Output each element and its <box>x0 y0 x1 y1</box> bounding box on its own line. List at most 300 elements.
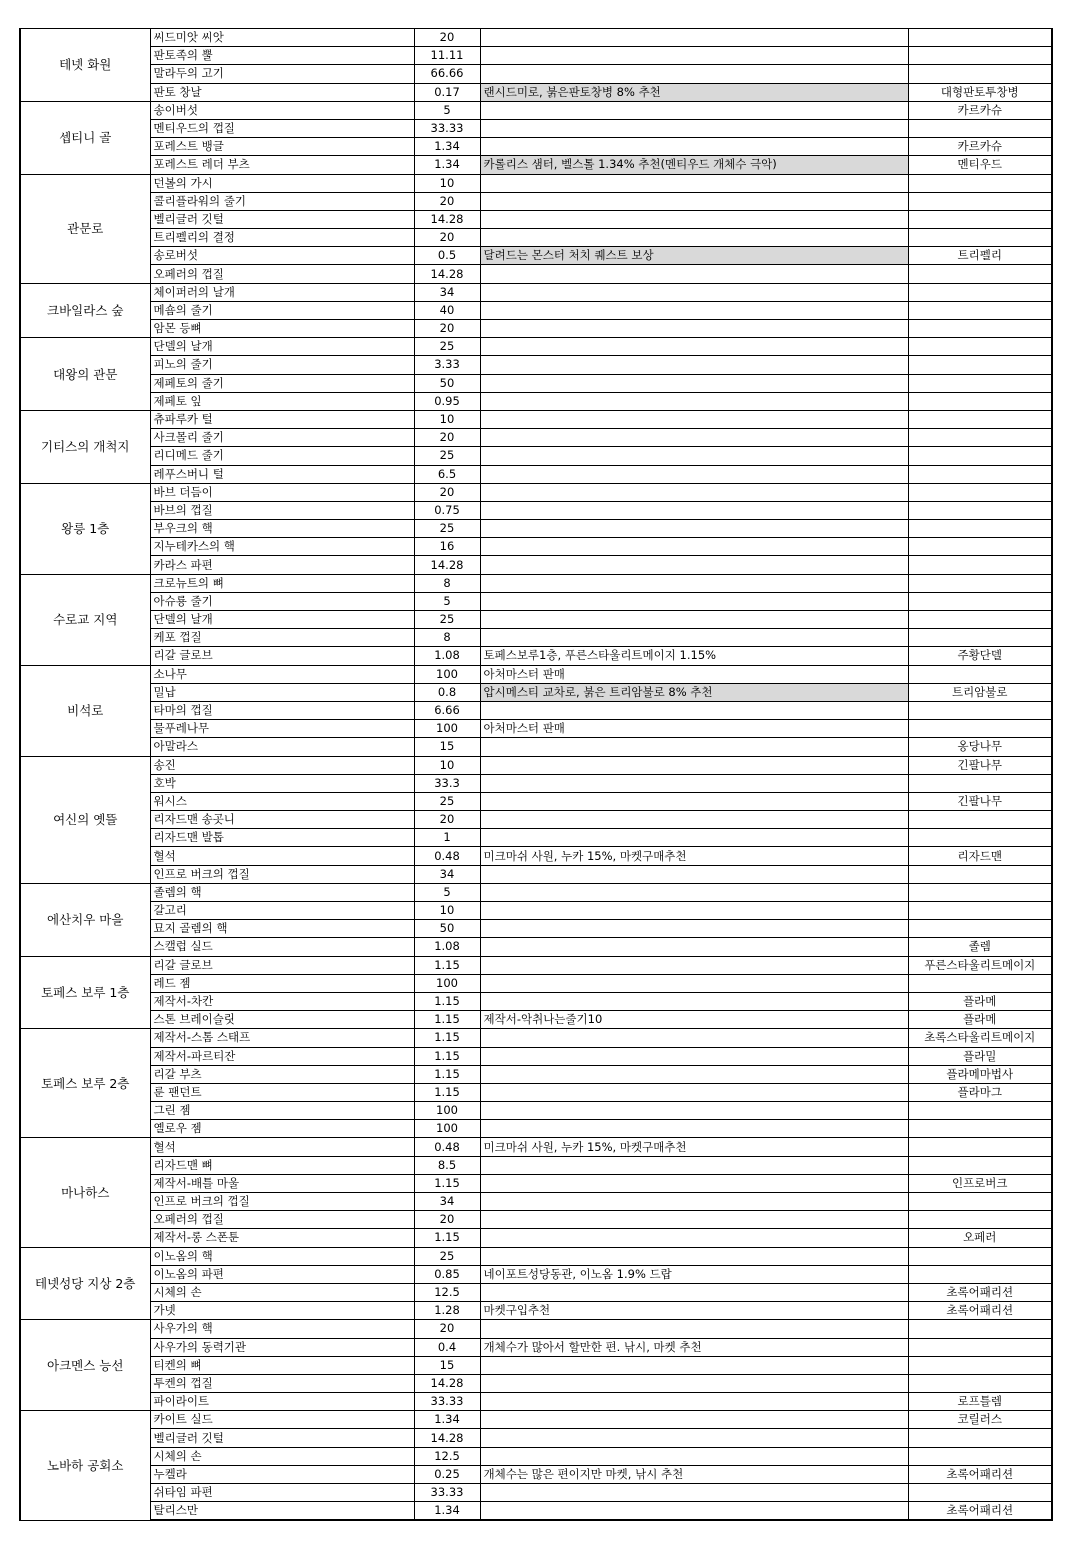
item-name-cell: 크로뉴트의 뼈 <box>150 574 414 592</box>
item-name-cell: 제작서-차칸 <box>150 992 414 1010</box>
monster-cell: 플라밀 <box>908 1047 1052 1065</box>
note-cell <box>480 265 908 283</box>
note-cell <box>480 1029 908 1047</box>
item-name-cell: 벨리글러 깃털 <box>150 210 414 228</box>
monster-cell <box>908 538 1052 556</box>
drop-rate-cell: 0.5 <box>414 247 480 265</box>
monster-cell: 플라마그 <box>908 1083 1052 1101</box>
monster-cell <box>908 447 1052 465</box>
table-row <box>20 865 1052 883</box>
monster-cell <box>908 338 1052 356</box>
note-cell <box>480 483 908 501</box>
table-row <box>20 1120 1052 1138</box>
drop-rate-cell: 20 <box>414 320 480 338</box>
table-row <box>20 138 1052 156</box>
monster-cell <box>908 119 1052 137</box>
drop-rate-cell: 5 <box>414 592 480 610</box>
item-name-cell: 메숌의 줄기 <box>150 301 414 319</box>
item-name-cell: 레드 젬 <box>150 974 414 992</box>
monster-cell <box>908 701 1052 719</box>
table-row <box>20 265 1052 283</box>
area-name-cell: 비석로 <box>20 665 150 756</box>
monster-cell: 긴팔나무 <box>908 792 1052 810</box>
note-cell <box>480 520 908 538</box>
item-name-cell: 타마의 껍질 <box>150 701 414 719</box>
monster-cell <box>908 1120 1052 1138</box>
monster-cell <box>908 320 1052 338</box>
item-name-cell: 혈석 <box>150 847 414 865</box>
note-cell <box>480 338 908 356</box>
item-name-cell: 시체의 손 <box>150 1447 414 1465</box>
item-name-cell: 리자드맨 발톱 <box>150 829 414 847</box>
drop-rate-cell: 10 <box>414 174 480 192</box>
drop-rate-cell: 0.8 <box>414 683 480 701</box>
monster-cell: 플라메 <box>908 992 1052 1010</box>
table-row <box>20 847 1052 865</box>
table-row <box>20 283 1052 301</box>
table-row <box>20 29 1052 47</box>
drop-table <box>19 28 1053 1521</box>
drop-rate-cell: 1.15 <box>414 1065 480 1083</box>
drop-rate-cell: 34 <box>414 283 480 301</box>
drop-rate-cell: 25 <box>414 520 480 538</box>
table-row <box>20 320 1052 338</box>
note-cell <box>480 301 908 319</box>
item-name-cell: 아슈룡 줄기 <box>150 592 414 610</box>
table-row <box>20 1283 1052 1301</box>
drop-rate-cell: 0.85 <box>414 1265 480 1283</box>
note-cell <box>480 556 908 574</box>
item-name-cell: 리갈 부츠 <box>150 1065 414 1083</box>
monster-cell <box>908 1429 1052 1447</box>
item-name-cell: 오페러의 껍질 <box>150 1211 414 1229</box>
drop-rate-cell: 10 <box>414 902 480 920</box>
item-name-cell: 포레스트 뱅글 <box>150 138 414 156</box>
note-cell: 카롤리스 샘터, 벨스톨 1.34% 추천(멘티우드 개체수 극악) <box>480 156 908 174</box>
monster-cell: 초록어패리션 <box>908 1302 1052 1320</box>
monster-cell <box>908 174 1052 192</box>
item-name-cell: 리갈 글로브 <box>150 647 414 665</box>
drop-rate-cell: 1.08 <box>414 938 480 956</box>
drop-rate-cell: 50 <box>414 374 480 392</box>
table-row <box>20 301 1052 319</box>
drop-rate-cell: 100 <box>414 974 480 992</box>
monster-cell <box>908 1247 1052 1265</box>
table-row <box>20 774 1052 792</box>
drop-rate-cell: 25 <box>414 611 480 629</box>
drop-rate-cell: 20 <box>414 429 480 447</box>
table-row <box>20 501 1052 519</box>
item-name-cell: 물푸레나무 <box>150 720 414 738</box>
note-cell <box>480 465 908 483</box>
monster-cell: 트리암불로 <box>908 683 1052 701</box>
item-name-cell: 멘티우드의 껍질 <box>150 119 414 137</box>
table-row <box>20 920 1052 938</box>
monster-cell <box>908 356 1052 374</box>
table-row <box>20 1502 1052 1521</box>
table-row <box>20 119 1052 137</box>
table-row <box>20 701 1052 719</box>
item-name-cell: 카이트 실드 <box>150 1411 414 1429</box>
drop-rate-cell: 1.08 <box>414 647 480 665</box>
note-cell <box>480 1229 908 1247</box>
table-row <box>20 829 1052 847</box>
item-name-cell: 제작서-스톰 스태프 <box>150 1029 414 1047</box>
area-name-cell: 테넷성당 지상 2층 <box>20 1247 150 1320</box>
drop-rate-cell: 1.34 <box>414 1502 480 1521</box>
note-cell <box>480 320 908 338</box>
item-name-cell: 호박 <box>150 774 414 792</box>
note-cell <box>480 574 908 592</box>
note-cell <box>480 1156 908 1174</box>
table-row <box>20 174 1052 192</box>
drop-rate-cell: 14.28 <box>414 210 480 228</box>
table-row <box>20 1484 1052 1502</box>
note-cell <box>480 629 908 647</box>
table-row <box>20 938 1052 956</box>
drop-rate-cell: 1.15 <box>414 1047 480 1065</box>
drop-rate-cell: 8 <box>414 629 480 647</box>
item-name-cell: 제작서-롱 스폰툰 <box>150 1229 414 1247</box>
drop-rate-cell: 1.15 <box>414 992 480 1010</box>
drop-rate-cell: 100 <box>414 720 480 738</box>
note-cell: 랜시드미로, 붉은판토창병 8% 추천 <box>480 83 908 101</box>
drop-rate-cell: 12.5 <box>414 1283 480 1301</box>
monster-cell: 카르카슈 <box>908 138 1052 156</box>
area-name-cell: 에산치우 마을 <box>20 883 150 956</box>
note-cell <box>480 1047 908 1065</box>
monster-cell: 주황단델 <box>908 647 1052 665</box>
monster-cell <box>908 1356 1052 1374</box>
table-row <box>20 1320 1052 1338</box>
note-cell: 압시메스티 교차로, 붉은 트리암불로 8% 추천 <box>480 683 908 701</box>
note-cell: 미크마쉬 사원, 누카 15%, 마켓구매추천 <box>480 1138 908 1156</box>
note-cell <box>480 538 908 556</box>
drop-rate-cell: 25 <box>414 338 480 356</box>
note-cell <box>480 101 908 119</box>
drop-rate-cell: 12.5 <box>414 1447 480 1465</box>
item-name-cell: 시체의 손 <box>150 1283 414 1301</box>
note-cell <box>480 756 908 774</box>
drop-rate-cell: 20 <box>414 483 480 501</box>
drop-table-body <box>20 29 1052 1521</box>
table-row <box>20 956 1052 974</box>
table-row <box>20 592 1052 610</box>
table-row <box>20 247 1052 265</box>
note-cell <box>480 501 908 519</box>
note-cell: 토페스보루1층, 푸른스타울리트메이지 1.15% <box>480 647 908 665</box>
drop-rate-cell: 100 <box>414 1102 480 1120</box>
area-name-cell: 토페스 보루 1층 <box>20 956 150 1029</box>
area-name-cell: 테넷 화원 <box>20 29 150 102</box>
table-row <box>20 1356 1052 1374</box>
table-row <box>20 1138 1052 1156</box>
monster-cell <box>908 1102 1052 1120</box>
note-cell <box>480 829 908 847</box>
monster-cell <box>908 592 1052 610</box>
table-row <box>20 1229 1052 1247</box>
drop-rate-cell: 0.4 <box>414 1338 480 1356</box>
item-name-cell: 부우크의 핵 <box>150 520 414 538</box>
drop-rate-cell: 10 <box>414 756 480 774</box>
note-cell: 네이포트성당동관, 이노옴 1.9% 드랍 <box>480 1265 908 1283</box>
note-cell <box>480 883 908 901</box>
area-name-cell: 왕릉 1층 <box>20 483 150 574</box>
item-name-cell: 제페토 잎 <box>150 392 414 410</box>
table-row <box>20 1429 1052 1447</box>
monster-cell <box>908 574 1052 592</box>
table-row <box>20 883 1052 901</box>
table-row <box>20 792 1052 810</box>
monster-cell <box>908 1138 1052 1156</box>
monster-cell <box>908 665 1052 683</box>
item-name-cell: 오페러의 껍질 <box>150 265 414 283</box>
drop-rate-cell: 0.95 <box>414 392 480 410</box>
table-row <box>20 1247 1052 1265</box>
drop-rate-cell: 1.15 <box>414 1174 480 1192</box>
table-row <box>20 756 1052 774</box>
item-name-cell: 송진 <box>150 756 414 774</box>
item-name-cell: 바브 더듬이 <box>150 483 414 501</box>
monster-cell <box>908 829 1052 847</box>
table-row <box>20 1411 1052 1429</box>
table-row <box>20 83 1052 101</box>
item-name-cell: 혈석 <box>150 1138 414 1156</box>
note-cell <box>480 192 908 210</box>
item-name-cell: 리자드맨 송곳니 <box>150 811 414 829</box>
monster-cell: 멘티우드 <box>908 156 1052 174</box>
drop-rate-cell: 1.15 <box>414 1029 480 1047</box>
area-name-cell: 대왕의 관문 <box>20 338 150 411</box>
monster-cell: 오페러 <box>908 1229 1052 1247</box>
table-row <box>20 429 1052 447</box>
monster-cell <box>908 811 1052 829</box>
note-cell: 미크마쉬 사원, 누카 15%, 마켓구매추천 <box>480 847 908 865</box>
monster-cell <box>908 1211 1052 1229</box>
monster-cell <box>908 392 1052 410</box>
item-name-cell: 졸렘의 핵 <box>150 883 414 901</box>
note-cell <box>480 47 908 65</box>
drop-rate-cell: 8.5 <box>414 1156 480 1174</box>
area-name-cell: 마나하스 <box>20 1138 150 1247</box>
drop-rate-cell: 20 <box>414 29 480 47</box>
item-name-cell: 암몬 등뼈 <box>150 320 414 338</box>
drop-rate-cell: 0.17 <box>414 83 480 101</box>
note-cell <box>480 1193 908 1211</box>
monster-cell <box>908 720 1052 738</box>
drop-rate-cell: 14.28 <box>414 1374 480 1392</box>
drop-rate-cell: 100 <box>414 665 480 683</box>
area-name-cell: 크바일라스 숲 <box>20 283 150 338</box>
item-name-cell: 스톤 브레이슬릿 <box>150 1011 414 1029</box>
drop-rate-cell: 14.28 <box>414 265 480 283</box>
area-name-cell: 아크멘스 능선 <box>20 1320 150 1411</box>
item-name-cell: 바브의 껍질 <box>150 501 414 519</box>
monster-cell <box>908 283 1052 301</box>
item-name-cell: 이노옴의 핵 <box>150 1247 414 1265</box>
note-cell <box>480 29 908 47</box>
note-cell <box>480 410 908 428</box>
monster-cell <box>908 556 1052 574</box>
table-row <box>20 974 1052 992</box>
monster-cell: 푸른스타울리트메이지 <box>908 956 1052 974</box>
monster-cell: 플라메마법사 <box>908 1065 1052 1083</box>
drop-rate-cell: 0.25 <box>414 1465 480 1483</box>
note-cell <box>480 210 908 228</box>
table-row <box>20 447 1052 465</box>
note-cell <box>480 920 908 938</box>
item-name-cell: 카라스 파편 <box>150 556 414 574</box>
table-row <box>20 1011 1052 1029</box>
table-row <box>20 1447 1052 1465</box>
drop-rate-cell: 1 <box>414 829 480 847</box>
drop-rate-cell: 15 <box>414 738 480 756</box>
note-cell <box>480 1429 908 1447</box>
item-name-cell: 던볼의 가시 <box>150 174 414 192</box>
note-cell <box>480 592 908 610</box>
monster-cell <box>908 1265 1052 1283</box>
table-row <box>20 992 1052 1010</box>
note-cell: 달려드는 몬스터 처치 퀘스트 보상 <box>480 247 908 265</box>
item-name-cell: 아말라스 <box>150 738 414 756</box>
drop-rate-cell: 0.48 <box>414 847 480 865</box>
table-row <box>20 192 1052 210</box>
drop-rate-cell: 25 <box>414 792 480 810</box>
area-name-cell: 토페스 보루 2층 <box>20 1029 150 1138</box>
item-name-cell: 워시스 <box>150 792 414 810</box>
drop-rate-cell: 20 <box>414 1211 480 1229</box>
note-cell <box>480 1447 908 1465</box>
drop-rate-cell: 14.28 <box>414 556 480 574</box>
monster-cell: 인프로버크 <box>908 1174 1052 1192</box>
item-name-cell: 파이라이트 <box>150 1393 414 1411</box>
drop-rate-cell: 11.11 <box>414 47 480 65</box>
note-cell <box>480 1283 908 1301</box>
drop-rate-cell: 20 <box>414 1320 480 1338</box>
area-name-cell: 관문로 <box>20 174 150 283</box>
drop-rate-cell: 33.3 <box>414 774 480 792</box>
monster-cell: 초록어패리션 <box>908 1465 1052 1483</box>
item-name-cell: 누켈라 <box>150 1465 414 1483</box>
monster-cell <box>908 29 1052 47</box>
item-name-cell: 케포 껍질 <box>150 629 414 647</box>
drop-rate-cell: 33.33 <box>414 1393 480 1411</box>
monster-cell <box>908 520 1052 538</box>
note-cell <box>480 701 908 719</box>
monster-cell <box>908 1484 1052 1502</box>
monster-cell: 졸렘 <box>908 938 1052 956</box>
drop-rate-cell: 0.75 <box>414 501 480 519</box>
item-name-cell: 단델의 날개 <box>150 611 414 629</box>
note-cell <box>480 65 908 83</box>
monster-cell <box>908 1156 1052 1174</box>
item-name-cell: 츄파루카 털 <box>150 410 414 428</box>
item-name-cell: 쉬타임 파편 <box>150 1484 414 1502</box>
item-name-cell: 투켄의 껍질 <box>150 1374 414 1392</box>
item-name-cell: 옐로우 젬 <box>150 1120 414 1138</box>
table-row <box>20 410 1052 428</box>
monster-cell <box>908 974 1052 992</box>
note-cell: 아처마스터 판매 <box>480 720 908 738</box>
note-cell: 제작서-악취나는줄기10 <box>480 1011 908 1029</box>
note-cell <box>480 229 908 247</box>
drop-rate-cell: 6.66 <box>414 701 480 719</box>
monster-cell <box>908 774 1052 792</box>
table-row <box>20 538 1052 556</box>
note-cell <box>480 938 908 956</box>
monster-cell <box>908 301 1052 319</box>
table-row <box>20 1065 1052 1083</box>
drop-rate-cell: 100 <box>414 1120 480 1138</box>
note-cell <box>480 1065 908 1083</box>
table-row <box>20 647 1052 665</box>
note-cell <box>480 1411 908 1429</box>
note-cell <box>480 174 908 192</box>
item-name-cell: 탈리스만 <box>150 1502 414 1521</box>
drop-rate-cell: 1.34 <box>414 1411 480 1429</box>
table-row <box>20 1393 1052 1411</box>
note-cell <box>480 1484 908 1502</box>
item-name-cell: 갈고리 <box>150 902 414 920</box>
monster-cell <box>908 410 1052 428</box>
item-name-cell: 씨드미앗 씨앗 <box>150 29 414 47</box>
monster-cell: 코릴러스 <box>908 1411 1052 1429</box>
table-row <box>20 1083 1052 1101</box>
item-name-cell: 단델의 날개 <box>150 338 414 356</box>
note-cell <box>480 1120 908 1138</box>
monster-cell <box>908 65 1052 83</box>
monster-cell <box>908 1374 1052 1392</box>
drop-rate-cell: 1.34 <box>414 138 480 156</box>
drop-rate-cell: 5 <box>414 101 480 119</box>
table-row <box>20 156 1052 174</box>
table-row <box>20 556 1052 574</box>
drop-rate-cell: 1.15 <box>414 1011 480 1029</box>
drop-rate-cell: 15 <box>414 1356 480 1374</box>
drop-rate-cell: 1.34 <box>414 156 480 174</box>
drop-rate-cell: 33.33 <box>414 1484 480 1502</box>
drop-rate-cell: 6.5 <box>414 465 480 483</box>
monster-cell <box>908 883 1052 901</box>
item-name-cell: 체이퍼러의 날개 <box>150 283 414 301</box>
note-cell <box>480 1393 908 1411</box>
monster-cell <box>908 902 1052 920</box>
table-row <box>20 1211 1052 1229</box>
table-row <box>20 374 1052 392</box>
monster-cell: 트리펠리 <box>908 247 1052 265</box>
table-row <box>20 738 1052 756</box>
item-name-cell: 지누테카스의 핵 <box>150 538 414 556</box>
drop-rate-cell: 5 <box>414 883 480 901</box>
area-name-cell: 기티스의 개척지 <box>20 410 150 483</box>
monster-cell <box>908 374 1052 392</box>
table-row <box>20 1174 1052 1192</box>
monster-cell <box>908 501 1052 519</box>
note-cell <box>480 1247 908 1265</box>
note-cell <box>480 1211 908 1229</box>
monster-cell: 초록스타울리트메이지 <box>908 1029 1052 1047</box>
drop-rate-cell: 0.48 <box>414 1138 480 1156</box>
drop-rate-cell: 3.33 <box>414 356 480 374</box>
note-cell <box>480 429 908 447</box>
table-row <box>20 210 1052 228</box>
monster-cell: 카르카슈 <box>908 101 1052 119</box>
table-row <box>20 1193 1052 1211</box>
table-row <box>20 520 1052 538</box>
item-name-cell: 송로버섯 <box>150 247 414 265</box>
note-cell <box>480 902 908 920</box>
item-name-cell: 티켄의 뼈 <box>150 1356 414 1374</box>
